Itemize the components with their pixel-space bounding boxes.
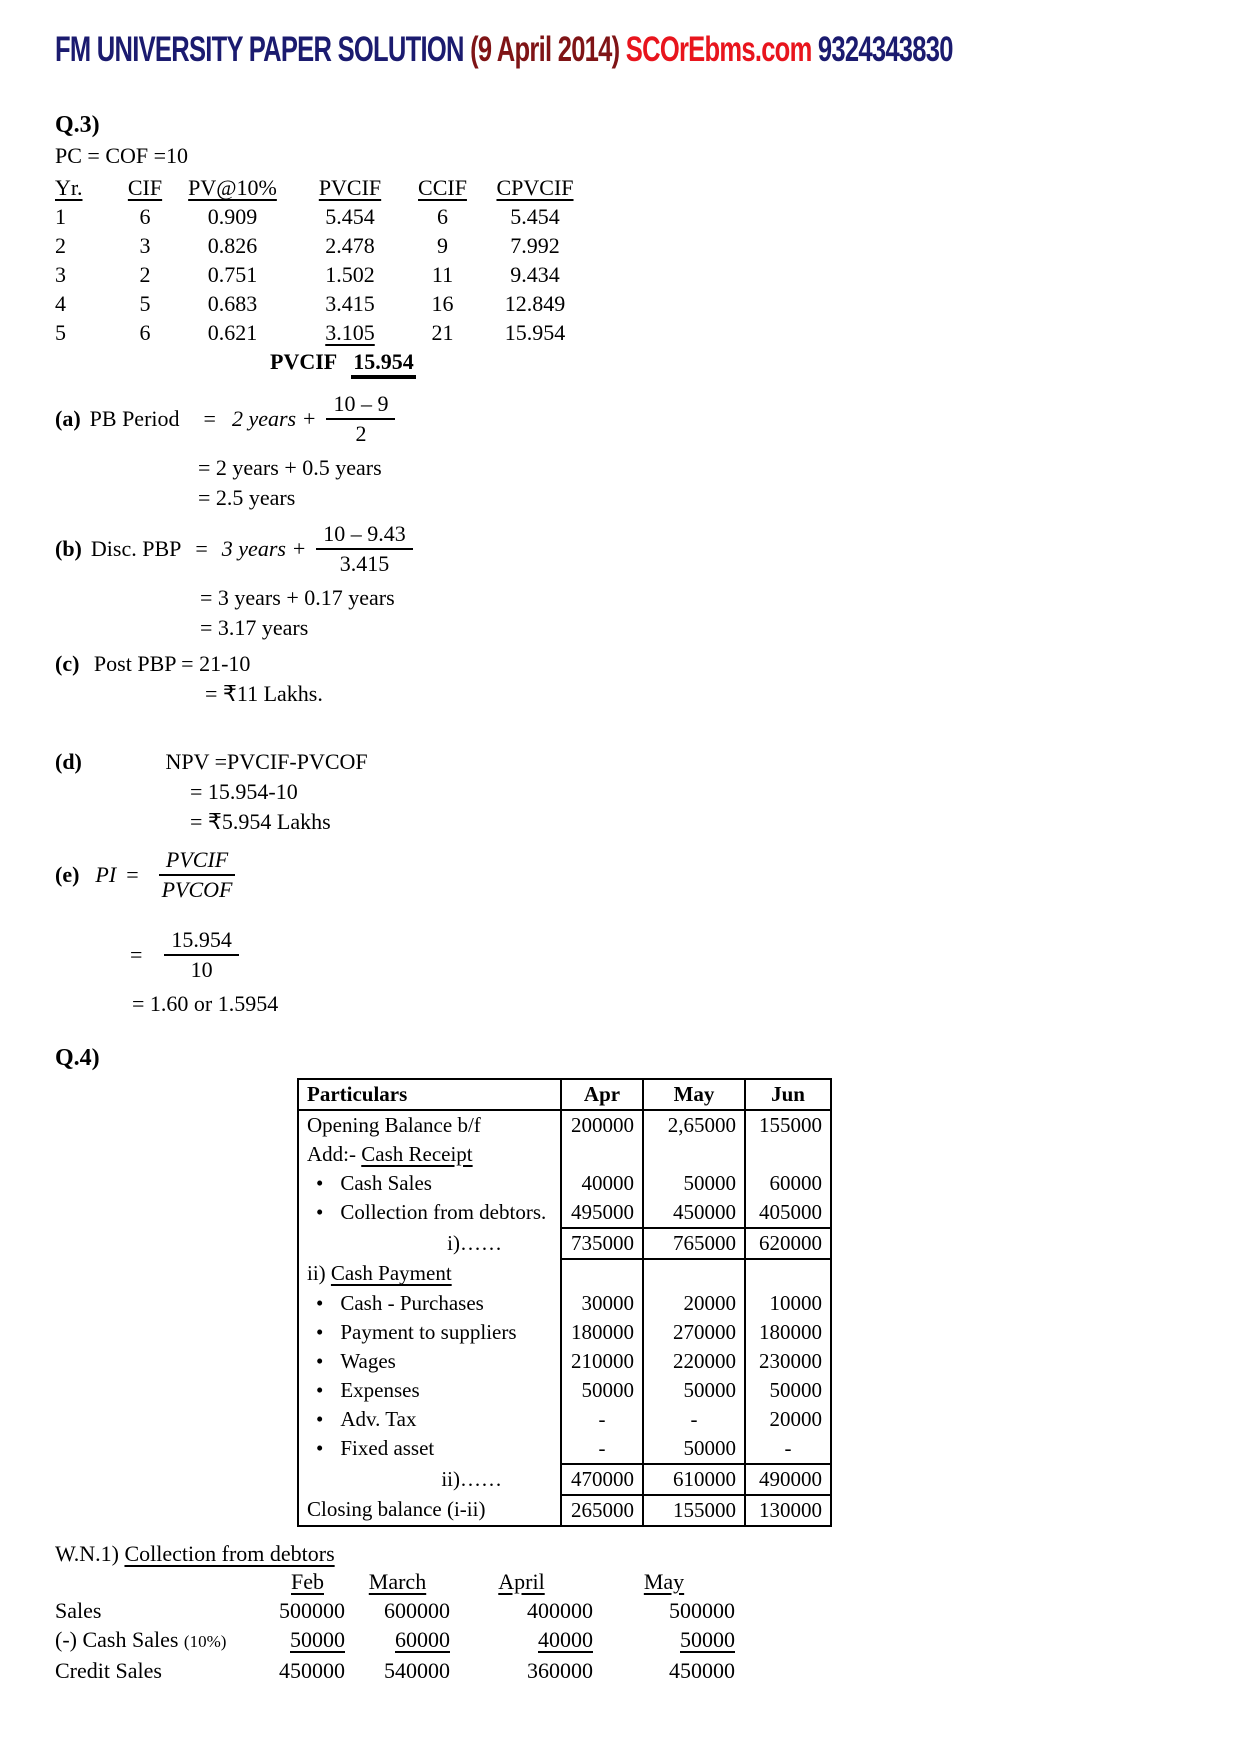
q4-row-label: Closing balance (i-ii) xyxy=(298,1495,561,1526)
wn1-cell-underlined: 50000 xyxy=(290,1626,345,1652)
bullet-icon: • xyxy=(316,1406,324,1431)
wn1-col-header xyxy=(593,1567,735,1596)
wn1-heading xyxy=(55,1541,1200,1567)
q4-cell: 735000 xyxy=(561,1228,643,1259)
q3-cell: 0.621 xyxy=(207,320,258,345)
q3-cell: 5 xyxy=(55,320,66,345)
q3-cell: 1.502 xyxy=(325,262,375,287)
q4-cell: 620000 xyxy=(745,1228,831,1259)
wn1-cell: 540000 xyxy=(384,1657,450,1683)
wn1-row-label-text: (-) Cash Sales xyxy=(55,1626,184,1652)
wn1-col-header-text: Feb xyxy=(291,1568,324,1594)
q4-cell: 180000 xyxy=(561,1318,643,1347)
q4-row-label xyxy=(298,1259,561,1289)
label-text: Collection from debtors. xyxy=(340,1200,547,1225)
q4-cell: 40000 xyxy=(561,1169,643,1198)
q3-cell: 0.751 xyxy=(207,262,258,287)
q3-cell: 4 xyxy=(55,291,66,316)
bullet-icon: • xyxy=(316,1290,324,1315)
table-row xyxy=(298,1110,831,1140)
q3-total-value: 15.954 xyxy=(351,349,416,379)
q3-col-header: CPVCIF xyxy=(496,175,574,200)
q4-cell: 50000 xyxy=(561,1376,643,1405)
table-row xyxy=(298,1434,831,1464)
q4-row-label: ii)…… xyxy=(298,1464,561,1495)
equals-sign: = xyxy=(203,405,216,431)
q3-cell: 6 xyxy=(437,204,448,229)
wn1-table xyxy=(55,1567,1200,1685)
q4-col-header: Jun xyxy=(745,1079,831,1110)
wn1-cell: 360000 xyxy=(527,1657,593,1683)
fraction-denominator: 2 xyxy=(355,420,367,446)
q4-cell: - xyxy=(643,1405,745,1434)
q3-cell: 5.454 xyxy=(510,204,560,229)
q4-row-label xyxy=(298,1347,561,1376)
q3-heading: Q.3) xyxy=(55,112,100,138)
q4-cell: 155000 xyxy=(643,1495,745,1526)
q4-cell xyxy=(561,1259,643,1289)
q4-cell: 60000 xyxy=(745,1169,831,1198)
label-underlined: Cash Payment xyxy=(330,1261,452,1286)
label-text: Payment to suppliers xyxy=(340,1319,517,1344)
bullet-icon: • xyxy=(316,1348,324,1373)
part-c-label: (c) xyxy=(55,650,80,676)
table-row xyxy=(298,1318,831,1347)
fraction xyxy=(326,391,395,447)
q4-cell: 265000 xyxy=(561,1495,643,1526)
part-d-label: (d) xyxy=(55,748,82,774)
q4-row-label xyxy=(298,1405,561,1434)
wn1-col-header-text: April xyxy=(498,1568,545,1594)
bullet-icon: • xyxy=(316,1377,324,1402)
q4-cell xyxy=(643,1140,745,1169)
label-underlined: Cash Receipt xyxy=(361,1141,473,1166)
part-b-name: Disc. PBP xyxy=(90,535,182,561)
fraction-denominator: 3.415 xyxy=(339,550,390,576)
label-text: Expenses xyxy=(340,1377,420,1402)
page-header xyxy=(55,30,953,70)
q4-col-header: Apr xyxy=(561,1079,643,1110)
label-text: Fixed asset xyxy=(340,1436,435,1461)
q4-cell: 470000 xyxy=(561,1464,643,1495)
q4-cell: - xyxy=(561,1405,643,1434)
q4-row-label xyxy=(298,1169,561,1198)
fraction xyxy=(164,927,239,983)
q3-cell: 6 xyxy=(139,204,151,229)
q4-cell: - xyxy=(745,1434,831,1464)
q3-col-header: PV@10% xyxy=(188,175,277,200)
wn1-row-label xyxy=(55,1625,270,1656)
wn1-col-header-text: March xyxy=(368,1568,427,1594)
q4-cell: 200000 xyxy=(561,1110,643,1140)
q4-cash-budget-table xyxy=(297,1078,832,1527)
part-a-equation xyxy=(55,391,1200,447)
q4-row-label xyxy=(298,1318,561,1347)
wn1-col-header xyxy=(450,1567,593,1596)
part-d-line3: = ₹5.954 Lakhs xyxy=(190,808,331,834)
label-prefix: Add:- xyxy=(307,1141,362,1166)
part-e-equation2 xyxy=(130,927,1200,983)
q3-cell: 2 xyxy=(55,233,66,258)
q4-cell: 2,65000 xyxy=(643,1110,745,1140)
table-row xyxy=(298,1495,831,1526)
q4-row-label xyxy=(298,1140,561,1169)
q4-cell: 270000 xyxy=(643,1318,745,1347)
wn1-col-header xyxy=(270,1567,345,1596)
q4-row-label xyxy=(298,1289,561,1318)
header-phone: 9324343830 xyxy=(811,30,953,69)
wn1-cell xyxy=(270,1625,345,1656)
q4-cell: 50000 xyxy=(643,1434,745,1464)
q4-cell: 450000 xyxy=(643,1198,745,1228)
q4-cell: 220000 xyxy=(643,1347,745,1376)
wn1-cell: 600000 xyxy=(384,1597,450,1623)
equals-sign: = xyxy=(126,861,139,887)
q4-cell: 30000 xyxy=(561,1289,643,1318)
wn1-cell-underlined: 60000 xyxy=(395,1626,450,1652)
part-a-expression: 2 years + xyxy=(231,405,317,431)
wn1-cell: 500000 xyxy=(279,1597,345,1623)
q4-cell xyxy=(745,1259,831,1289)
q3-cell: 16 xyxy=(431,291,454,316)
q3-subheading: PC = COF =10 xyxy=(55,143,189,168)
q3-cell: 3.415 xyxy=(325,291,375,316)
q3-cell: 2.478 xyxy=(325,233,375,258)
q3-total-label: PVCIF xyxy=(270,349,338,374)
part-a-line3: = 2.5 years xyxy=(198,484,296,510)
q3-cell: 3 xyxy=(139,233,151,258)
q4-row-label: Opening Balance b/f xyxy=(298,1110,561,1140)
part-c-text: Post PBP = 21-10 xyxy=(93,650,251,676)
q3-col-header: Yr. xyxy=(55,175,83,200)
q4-cell: 210000 xyxy=(561,1347,643,1376)
part-d-text: NPV =PVCIF-PVCOF xyxy=(165,748,368,774)
header-site: SCOrEbms.com xyxy=(625,30,812,69)
wn1-cell xyxy=(450,1625,593,1656)
q3-cell xyxy=(295,318,405,347)
q3-cell: 9 xyxy=(437,233,448,258)
q4-cell: 130000 xyxy=(745,1495,831,1526)
q4-cell: 765000 xyxy=(643,1228,745,1259)
equals-sign: = xyxy=(130,941,143,967)
q4-cell: 490000 xyxy=(745,1464,831,1495)
q3-cell: 7.992 xyxy=(510,233,560,258)
q3-cell: 0.826 xyxy=(207,233,258,258)
q3-cell: 6 xyxy=(139,320,151,345)
fraction-denominator: PVCOF xyxy=(161,876,233,902)
table-row xyxy=(298,1198,831,1228)
q4-row-label xyxy=(298,1434,561,1464)
q3-cell: 9.434 xyxy=(510,262,560,287)
bullet-icon: • xyxy=(316,1200,324,1225)
part-e-equation xyxy=(55,847,1200,903)
label-text: Adv. Tax xyxy=(340,1406,417,1431)
q4-cell: 20000 xyxy=(643,1289,745,1318)
q4-row-label xyxy=(298,1198,561,1228)
part-b-expression: 3 years + xyxy=(221,535,307,561)
q4-cell: - xyxy=(561,1434,643,1464)
q4-cell xyxy=(643,1259,745,1289)
q4-row-label xyxy=(298,1376,561,1405)
wn1-cell: 400000 xyxy=(527,1597,593,1623)
q4-cell xyxy=(745,1140,831,1169)
q3-cell: 0.683 xyxy=(207,291,258,316)
table-row xyxy=(298,1140,831,1169)
q4-cell: 20000 xyxy=(745,1405,831,1434)
fraction-numerator: 10 – 9.43 xyxy=(316,521,413,550)
fraction-numerator: 15.954 xyxy=(164,927,239,956)
wn1-heading-title: Collection from debtors xyxy=(124,1540,335,1566)
header-date: (9 April 2014) xyxy=(470,30,626,69)
label-prefix: ii) xyxy=(307,1261,331,1286)
bullet-icon: • xyxy=(316,1436,324,1461)
fraction-numerator: 10 – 9 xyxy=(326,391,395,420)
q3-table xyxy=(55,173,590,347)
wn1-empty-cell xyxy=(55,1567,270,1596)
q3-col-header: PVCIF xyxy=(318,175,382,200)
q4-cell: 610000 xyxy=(643,1464,745,1495)
q4-col-header: Particulars xyxy=(298,1079,561,1110)
part-c-line1 xyxy=(55,649,1200,679)
q4-cell: 180000 xyxy=(745,1318,831,1347)
q3-total-row xyxy=(270,349,1200,375)
bullet-icon: • xyxy=(316,1319,324,1344)
q3-cell-underlined: 3.105 xyxy=(325,320,375,345)
fraction-numerator: PVCIF xyxy=(159,847,235,876)
part-c-line2: = ₹11 Lakhs. xyxy=(205,680,323,706)
fraction xyxy=(155,847,240,903)
q4-cell: 50000 xyxy=(745,1376,831,1405)
q4-col-header: May xyxy=(643,1079,745,1110)
q4-cell: 230000 xyxy=(745,1347,831,1376)
q3-cell: 11 xyxy=(431,262,454,287)
q3-cell: 5.454 xyxy=(325,204,375,229)
q4-cell: 495000 xyxy=(561,1198,643,1228)
table-row xyxy=(298,1289,831,1318)
label-text: Cash - Purchases xyxy=(340,1290,484,1315)
table-row xyxy=(298,1405,831,1434)
q4-cell: 10000 xyxy=(745,1289,831,1318)
part-b-equation xyxy=(55,521,1200,577)
part-d-line2: = 15.954-10 xyxy=(190,778,298,804)
wn1-cell: 500000 xyxy=(669,1597,735,1623)
part-a-line2: = 2 years + 0.5 years xyxy=(198,454,382,480)
wn1-cell xyxy=(345,1625,450,1656)
wn1-heading-prefix: W.N.1) xyxy=(55,1540,125,1566)
table-total-row xyxy=(298,1228,831,1259)
table-header-row xyxy=(298,1079,831,1110)
equals-sign: = xyxy=(195,535,208,561)
label-text: Cash Sales xyxy=(340,1170,432,1195)
part-a-label: (a) xyxy=(55,405,81,431)
q4-row-label: i)…… xyxy=(298,1228,561,1259)
q3-cell: 1 xyxy=(55,204,66,229)
table-row xyxy=(298,1347,831,1376)
table-total-row xyxy=(298,1464,831,1495)
q4-cell: 50000 xyxy=(643,1169,745,1198)
q3-cell: 3 xyxy=(55,262,66,287)
part-b-label: (b) xyxy=(55,535,82,561)
header-title: FM UNIVERSITY PAPER SOLUTION xyxy=(55,30,471,69)
wn1-cell: 450000 xyxy=(669,1657,735,1683)
wn1-row-label: Sales xyxy=(55,1597,102,1623)
q4-cell: 50000 xyxy=(643,1376,745,1405)
table-row xyxy=(298,1169,831,1198)
wn1-col-header-text: May xyxy=(643,1568,685,1594)
part-b-line3: = 3.17 years xyxy=(200,614,309,640)
q3-cell: 0.909 xyxy=(207,204,258,229)
wn1-row-label-small: (10%) xyxy=(183,1631,227,1651)
part-b-line2: = 3 years + 0.17 years xyxy=(200,584,395,610)
table-row xyxy=(298,1259,831,1289)
wn1-cell-underlined: 50000 xyxy=(680,1626,735,1652)
part-e-label: (e) xyxy=(55,861,80,887)
bullet-icon: • xyxy=(316,1170,324,1195)
wn1-row-label: Credit Sales xyxy=(55,1657,162,1683)
q4-cell: 155000 xyxy=(745,1110,831,1140)
wn1-cell: 450000 xyxy=(279,1657,345,1683)
q3-cell: 5 xyxy=(139,291,151,316)
label-text: Wages xyxy=(340,1348,396,1373)
q4-cell: 405000 xyxy=(745,1198,831,1228)
table-row xyxy=(298,1376,831,1405)
part-d-line1 xyxy=(55,747,1200,777)
q3-col-header: CIF xyxy=(127,175,163,200)
q3-cell: 15.954 xyxy=(504,320,566,345)
part-e-name: PI xyxy=(95,861,117,887)
part-e-line3: = 1.60 or 1.5954 xyxy=(132,990,279,1016)
q3-cell: 12.849 xyxy=(504,291,566,316)
q3-col-header: CCIF xyxy=(418,175,467,200)
fraction xyxy=(316,521,413,577)
part-a-name: PB Period xyxy=(89,405,180,431)
wn1-cell-underlined: 40000 xyxy=(538,1626,593,1652)
q4-cell xyxy=(561,1140,643,1169)
wn1-cell xyxy=(593,1625,735,1656)
q3-cell: 21 xyxy=(431,320,454,345)
fraction-denominator: 10 xyxy=(190,956,213,982)
wn1-col-header xyxy=(345,1567,450,1596)
q4-heading: Q.4) xyxy=(55,1044,100,1071)
q3-cell: 2 xyxy=(139,262,151,287)
